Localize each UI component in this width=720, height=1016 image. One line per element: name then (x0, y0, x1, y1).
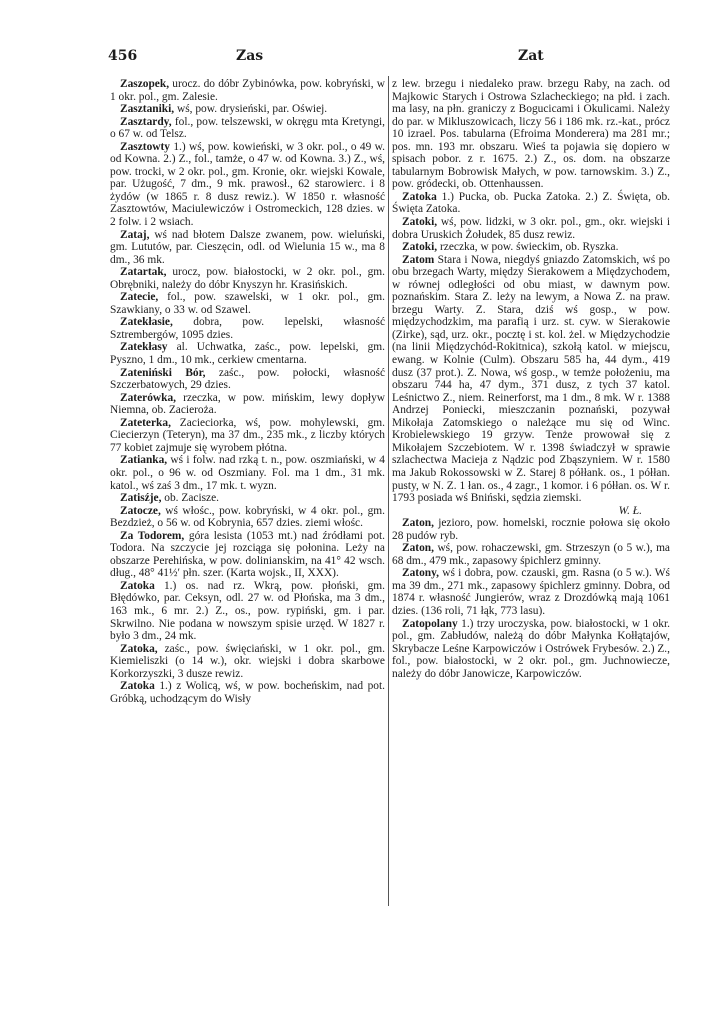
left-running-head: Zas (236, 48, 264, 64)
dictionary-entry (110, 417, 385, 455)
entry-text: góra lesista (1053 mt.) nad źródłami pot. Todora. Na szczycie jej rozciąga się połonina. Leży na obszarze Perehińska, w pow. dolinianskim, na 41° 42 wsch. dług., 48° 41½′ płn. szer. (Karta wojsk., II, XXX). (110, 529, 385, 580)
entry-text: urocz. do dóbr Zybinówka, pow. kobryński, w 1 okr. pol., gm. Zalesie. (110, 78, 385, 103)
page-header (108, 48, 670, 68)
entry-text: 1.) z Wolicą, wś, w pow. bocheńskim, nad pot. Gróbką, uchodzącym do Wisły (110, 680, 385, 705)
dictionary-entry (110, 78, 385, 103)
dictionary-entry (110, 316, 385, 341)
entry-headword: Za Todorem, (120, 529, 185, 542)
dictionary-entry (110, 341, 385, 366)
dictionary-entry (110, 367, 385, 392)
entry-text: zaśc., pow. święciański, w 1 okr. pol., gm. Kiemieliszki (o 14 w.), okr. wiejski i dobra skarbowe Korkorzyszki, 3 dusze rewiz. (110, 642, 385, 680)
dictionary-entry (110, 454, 385, 492)
dictionary-entry (392, 618, 670, 681)
dictionary-entry (110, 291, 385, 316)
entry-headword: Zaszopek, (120, 78, 170, 90)
entry-headword: Zatisźje, (120, 492, 162, 505)
entry-headword: Zatoka (120, 579, 155, 592)
dictionary-entry (392, 191, 670, 216)
entry-headword: Zaterówka, (120, 391, 176, 404)
entry-text: fol., pow. telszewski, w okręgu mta Kretyngi, o 67 w. od Telsz. (110, 115, 385, 141)
entry-text: rzeczka, w pow. świeckim, ob. Ryszka. (437, 241, 619, 254)
dictionary-entry (392, 517, 670, 542)
entry-headword: Zatony, (402, 567, 440, 580)
entry-text: wś nad błotem Dalsze zwanem, pow. wieluński, gm. Lututów, par. Cieszęcin, odl. od Wielunia 15 w., ma 8 dm., 36 mk. (110, 228, 385, 266)
entry-headword: Zateterka, (120, 416, 171, 429)
entry-headword: Zasztowty (120, 140, 170, 153)
entry-headword: Zatopolany (402, 617, 458, 630)
dictionary-entry (392, 567, 670, 617)
entry-text: zaśc., pow. połocki, własność Szczerbatowych, 29 dzies. (110, 366, 385, 392)
entry-text: 1.) trzy uroczyska, pow. białostocki, w 1 okr. pol., gm. Zabłudów, należą do dóbr Małynka Kołłątajów, Skrybacze Leśne Karpowiczów i Ostrówek Frybesów. 2.) Z., fol., pow. białostocki, w 2 okr. pol., gm. Juchnowiecze, należy do dóbr Janowicze, Karpowiczów. (392, 617, 670, 680)
entry-text: Zacieciorka, wś, pow. mohylewski, gm. Ciecierzyn (Teteryn), ma 37 dm., 235 mk., z liczby których 77 kobiet zajmuje się wyrobem płótna. (110, 416, 385, 454)
entry-text: z lew. brzegu i niedaleko praw. brzegu Raby, na zach. od Majkowic Starych i Ostrowa Szlacheckiego; na płd. i zach. ma lasy, na płn. graniczy z Bogucicami i Okulicami. Należy do par. w Mikluszowicach, liczy 56 i 186 mk. rz.-kat., prócz 10 izrael. Pos. tabularna (Efroima Monderera) ma 281 mr.; pos. mn. 193 mr. obszaru. Wieś ta pojawia się dopiero w spisach pobor. z r. 1675. 2.) Z., os. dom. na obszarze tabularnym Bobrowisk Małych, w pow. tarnowskim. 3.) Z., pow. gródecki, ob. Ottenhaussen. (392, 78, 670, 191)
dictionary-entry (110, 141, 385, 229)
entry-text: wś, pow. drysieński, par. Oświej. (174, 103, 328, 116)
entry-text: wś włośc., pow. kobryński, w 4 okr. pol., gm. Bezdzież, o 56 w. od Kobrynia, 657 dzies. ziemi włośc. (110, 504, 385, 530)
entry-text: Stara i Nowa, niegdyś gniazdo Zatomskich, wś po obu brzegach Warty, między Sierakowem a Międzychodem, w równej odległości od obu miast, w dawnym pow. poznańskim. Stara Z. leży na lewym, a Nowa Z. na praw. brzegu Warty. Z. Stara, dziś wś gosp., w pow. międzychodzkim, ma parafią i urz. st. cyw. w Sierakowie (Zirke), sąd, urz. okr., pocztę i st. kol. żel. w Międzychodzie (na linii Międzychód-Rokitnica), szkołą katol. w miejscu, ewang. w Kolnie (Culm). Obszaru 585 ha, 44 dym., 419 dusz (37 prot.). Z. Nowa, wś gosp., w temże położeniu, ma obszaru 744 ha, 47 dym., 371 dusz, z tych 37 katol. Leśnictwo Z., niem. Reinerforst, ma 1 dm., 8 mk. W r. 1388 Andrzej Poniecki, mieszczanin poznański, pozywał Mikołaja Zatomskiego o należące mu się od Winc. Krobielewskiego 19 grzyw. Tenże prowował się z Mikołajem Szczebiotem. W r. 1398 świadczył w sprawie szlachectwa Macieja z Nądzic pod Zbąszyniem. W r. 1580 ma Jakub Rokossowski w Z. Starej 8 półłank. os., 1 półłan. pusty, w N. Z. 1 łan. os., 4 zagr., 1 komor. i 6 półłan. os. W r. 1793 posiada wś Bniński, sędzia ziemski. (392, 253, 670, 505)
author-signature: W. Ł. (618, 504, 642, 517)
entry-headword: Zatoka (120, 680, 155, 693)
entry-headword: Zaton, (402, 542, 434, 555)
entry-text: 1.) os. nad rz. Wkrą, pow. płoński, gm. Błędówko, par. Ceksyn, odl. 27 w. od Płońska, ma 3 dm., 163 mk., 6 mr. 2.) Z., os., pow. rypiński, gm. i par. Skrwilno. Nie podana w nowszym spisie urzęd. W 1827 r. było 3 dm., 24 mk. (110, 579, 385, 643)
dictionary-entry (392, 254, 670, 505)
entry-text: wś i folw. nad rzką t. n., pow. oszmiański, w 4 okr. pol., o 96 w. od Oszmiany. Fol. ma 1 dm., 31 mk. katol., wś zaś 3 dm., 17 mk. t. wyzn. (110, 454, 385, 492)
entry-headword: Zatianka, (120, 454, 168, 467)
entry-text: wś, pow. lidzki, w 3 okr. pol., gm., okr. wiejski i dobra Uruskich Żołudek, 85 dusz rewiz. (392, 216, 670, 241)
entry-headword: Zatoki, (402, 216, 438, 229)
dictionary-entry (392, 542, 670, 567)
entry-headword: Zatartak, (120, 266, 167, 279)
entry-headword: Zasztardy, (120, 115, 172, 128)
entry-headword: Zateniński Bór, (120, 366, 206, 379)
entry-headword: Zatecie, (120, 291, 159, 304)
dictionary-entry (110, 392, 385, 417)
entry-headword: Zatom (402, 253, 435, 266)
entry-headword: Zatoka, (120, 642, 158, 655)
entry-text: 1.) wś, pow. kowieński, w 3 okr. pol., o 49 w. od Kowna. 2.) Z., fol., tamże, o 47 w. od Kowna. 3.) Z., wś, pow. trocki, w 2 okr. pol., gm. Kronie, okr. wiejski Kowale, par. Użugość, 7 dm., 9 mk. prawosł., 62 starowierc. i 8 żydów (w 1865 r. 8 dusz rewiz.). W 1850 r. własność Zasztowtów, Maciulewiczów i Ostromeckich, 128 dzies. w 2 folw. i 2 wsiach. (110, 140, 385, 229)
dictionary-entry (110, 229, 385, 267)
dictionary-entry (110, 103, 385, 116)
dictionary-entry (110, 492, 385, 505)
dictionary-entry (392, 78, 670, 191)
dictionary-entry (110, 643, 385, 681)
right-column (392, 78, 670, 908)
entry-headword: Zatoki, (402, 241, 438, 254)
entry-text: ob. Zacisze. (161, 492, 219, 505)
entry-text: rzeczka, w pow. mińskim, lewy dopływ Niemna, ob. Zacieroża. (110, 391, 385, 417)
entry-headword: Zataj, (120, 228, 150, 241)
dictionary-entry (392, 241, 670, 254)
dictionary-entry (110, 680, 385, 705)
entry-text: 1.) Pucka, ob. Pucka Zatoka. 2.) Z. Święta, ob. Święta Zatoka. (392, 190, 670, 216)
dictionary-entry (392, 216, 670, 241)
entry-headword: Zaton, (402, 517, 434, 530)
dictionary-entry (110, 266, 385, 291)
entry-headword: Zatocze, (120, 504, 161, 517)
dictionary-entry (110, 530, 385, 580)
entry-headword: Zatekłasie, (120, 316, 173, 329)
dictionary-entry (110, 116, 385, 141)
entry-text: fol., pow. szawelski, w 1 okr. pol., gm. Szawkiany, o 33 w. od Szawel. (110, 291, 385, 316)
page-number: 456 (108, 48, 138, 64)
entry-text: al. Uchwatka, zaśc., pow. lepelski, gm. Pyszno, 1 dm., 10 mk., cerkiew cmentarna. (110, 341, 385, 367)
entry-headword: Zatoka (402, 190, 437, 203)
entry-text: jezioro, pow. homelski, rocznie połowa się około 28 pudów ryb. (392, 517, 670, 542)
left-column (110, 78, 385, 908)
entry-text: dobra, pow. lepelski, własność Sztrembergów, 1095 dzies. (110, 316, 385, 341)
entry-headword: Zasztaniki, (120, 103, 175, 116)
entry-text: wś, pow. rohaczewski, gm. Strzeszyn (o 5 w.), ma 68 dm., 479 mk., zapasowy śpichlerz gminny. (392, 542, 670, 567)
entry-headword: Zatekłasy (120, 341, 168, 354)
column-divider (388, 76, 389, 906)
dictionary-entry (110, 505, 385, 530)
entry-text: wś i dobra, pow. czauski, gm. Rasna (o 5 w.). Wś ma 39 dm., 271 mk., zapasowy śpichlerz gminny. Dobra, od 1874 r. własność Jungierów, wraz z Drozdówką mają 1061 dzies. (136 roli, 71 łąk, 773 lasu). (392, 567, 670, 617)
entry-text: urocz, pow. białostocki, w 2 okr. pol., gm. Obrębniki, należy do dóbr Knyszyn hr. Krasińskich. (110, 266, 385, 291)
right-running-head: Zat (518, 48, 544, 64)
dictionary-entry (110, 580, 385, 643)
dictionary-entry (392, 505, 670, 518)
